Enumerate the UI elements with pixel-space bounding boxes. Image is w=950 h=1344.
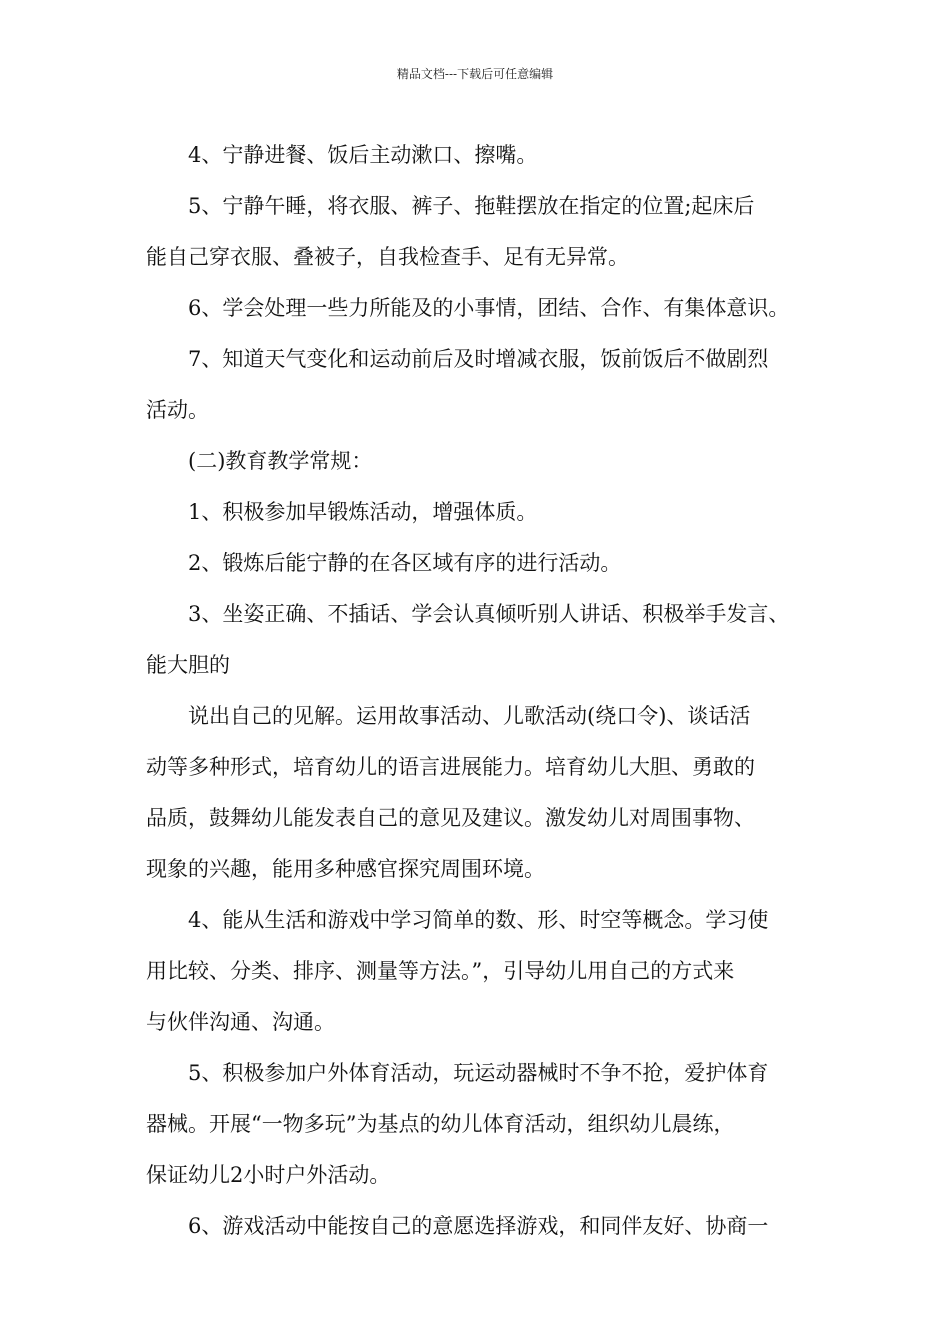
- paragraph: [146, 895, 818, 1048]
- text-line: (二)教育教学常规：: [188, 449, 373, 473]
- text-line: 活动。: [146, 398, 209, 422]
- text-line: 说出自己的见解。运用故事活动、儿歌活动(绕口令)、谈话活: [188, 704, 751, 728]
- text-line: 现象的兴趣，能用多种感官探究周围环境。: [146, 857, 545, 881]
- text-line: 4、宁静进餐、饭后主动漱口、擦嘴。: [188, 143, 538, 167]
- text-line: 器械。开展“一物多玩”为基点的幼儿体育活动，组织幼儿晨练，: [146, 1112, 735, 1136]
- text-line: 能自己穿衣服、叠被子，自我检查手、足有无异常。: [146, 245, 629, 269]
- text-line: 5、宁静午睡，将衣服、裤子、拖鞋摆放在指定的位置;起床后: [188, 194, 755, 218]
- paragraph: [146, 691, 818, 895]
- paragraph: [146, 589, 818, 691]
- text-line: 6、游戏活动中能按自己的意愿选择游戏，和同伴友好、协商一: [188, 1214, 769, 1238]
- text-line: 4、能从生活和游戏中学习简单的数、形、时空等概念。学习使: [188, 908, 769, 932]
- text-line: 3、坐姿正确、不插话、学会认真倾听别人讲话、积极举手发言、: [188, 602, 790, 626]
- document-body: [146, 130, 818, 1252]
- text-line: 6、学会处理一些力所能及的小事情，团结、合作、有集体意识。: [188, 296, 790, 320]
- text-line: 7、知道天气变化和运动前后及时增减衣服，饭前饭后不做剧烈: [188, 347, 769, 371]
- section-heading: [146, 436, 818, 487]
- text-line: 用比较、分类、排序、测量等方法。”，引导幼儿用自己的方式来: [146, 959, 735, 983]
- text-line: 5、积极参加户外体育活动，玩运动器械时不争不抢，爱护体育: [188, 1061, 769, 1085]
- text-line: 2、锻炼后能宁静的在各区域有序的进行活动。: [188, 551, 622, 575]
- text-line: 保证幼儿2小时户外活动。: [146, 1163, 391, 1187]
- paragraph: [146, 130, 818, 181]
- text-line: 与伙伴沟通、沟通。: [146, 1010, 335, 1034]
- text-line: 品质，鼓舞幼儿能发表自己的意见及建议。激发幼儿对周围事物、: [146, 806, 755, 830]
- paragraph: [146, 1048, 818, 1201]
- page-header: 精品文档---下载后可任意编辑: [396, 67, 554, 81]
- text-line: 能大胆的: [146, 653, 230, 677]
- paragraph: [146, 181, 818, 283]
- paragraph: [146, 334, 818, 436]
- text-line: 1、积极参加早锻炼活动，增强体质。: [188, 500, 538, 524]
- paragraph: [146, 1201, 818, 1252]
- text-line: 动等多种形式，培育幼儿的语言进展能力。培育幼儿大胆、勇敢的: [146, 755, 755, 779]
- paragraph: [146, 487, 818, 538]
- paragraph: [146, 538, 818, 589]
- paragraph: [146, 283, 818, 334]
